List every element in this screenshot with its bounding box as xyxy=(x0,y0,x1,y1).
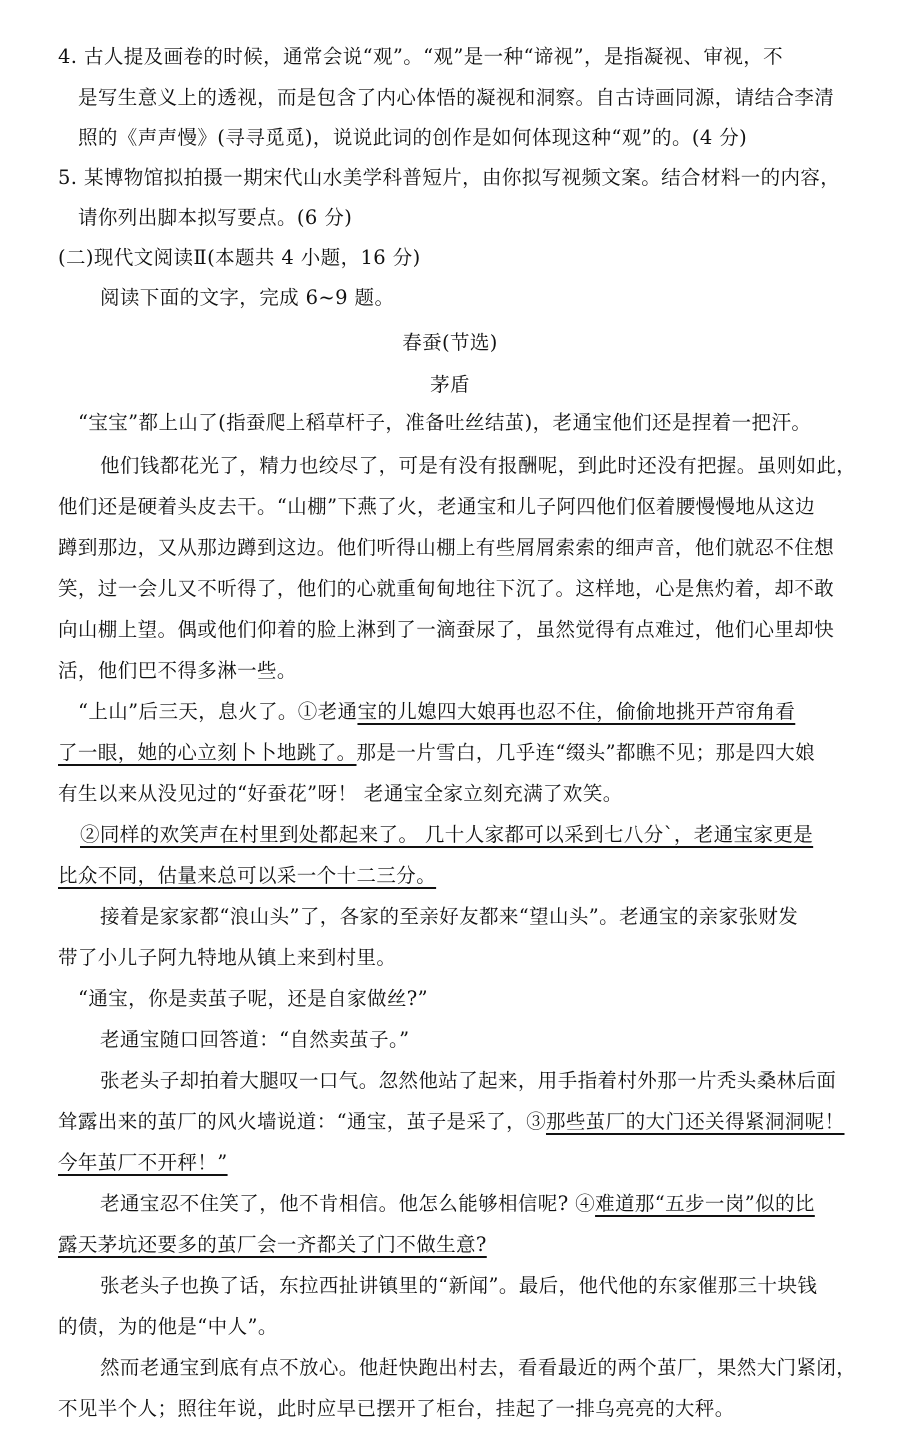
paragraph-8-line-2-text: 耸露出来的茧厂的风火墙说道：“通宝，茧子是采了，③ xyxy=(58,1110,546,1133)
paragraph-4-line-2 xyxy=(58,863,436,889)
paragraph-6: “通宝，你是卖茧子呢，还是自家做丝?” xyxy=(78,987,428,1010)
question-4-line-2: 是写生意义上的透视，而是包含了内心体悟的凝视和洞察。自古诗画同源，请结合李清 xyxy=(78,86,835,109)
question-5-line-1: 5. 某博物馆拟拍摄一期宋代山水美学科普短片，由你拟写视频文案。结合材料一的内容， xyxy=(58,166,841,189)
underlined-sentence-4-part-1: 难道那“五步一岗”似的比 xyxy=(595,1192,815,1215)
underlined-sentence-2-part-1: ②同样的欢笑声在村里到处都起来了。 几十人家都可以采到七八分`，老通宝家更是 xyxy=(80,823,814,846)
question-5-line-2: 请你列出脚本拟写要点。(6 分) xyxy=(78,206,353,229)
underlined-sentence-3-part-2: 今年茧厂不开秤！” xyxy=(58,1151,228,1174)
paragraph-2-line-5: 向山棚上望。偶或他们仰着的脸上淋到了一滴蚕尿了，虽然觉得有点难过，他们心里却快 xyxy=(58,618,835,641)
paragraph-3-line-3: 有生以来从没见过的“好蚕花”呀！ 老通宝全家立刻充满了欢笑。 xyxy=(58,782,623,805)
underlined-sentence-3-part-1: 那些茧厂的大门还关得紧洞洞呢！ xyxy=(545,1110,845,1133)
paragraph-3-line-1 xyxy=(78,699,795,725)
question-4-line-3: 照的《声声慢》(寻寻觅觅)，说说此词的创作是如何体现这种“观”的。(4 分) xyxy=(78,126,748,149)
reading-instruction: 阅读下面的文字，完成 6~9 题。 xyxy=(100,286,395,309)
paragraph-2-line-3: 蹲到那边，又从那边蹲到这边。他们听得山棚上有些屑屑索索的细声音，他们就忍不住想 xyxy=(58,536,835,559)
underlined-sentence-4-part-2: 露天茅坑还要多的茧厂会一齐都关了门不做生意? xyxy=(58,1233,487,1256)
section-heading: (二)现代文阅读Ⅱ(本题共 4 小题，16 分) xyxy=(58,246,421,269)
paragraph-10-line-1: 张老头子也换了话，东拉西扯讲镇里的“新闻”。最后，他代他的东家催那三十块钱 xyxy=(100,1274,818,1297)
paragraph-8-line-1: 张老头子却拍着大腿叹一口气。忽然他站了起来，用手指着村外那一片秃头桑林后面 xyxy=(100,1069,837,1092)
paragraph-5-line-2: 带了小儿子阿九特地从镇上来到村里。 xyxy=(58,946,397,969)
paragraph-2-line-2: 他们还是硬着头皮去干。“山棚”下燕了火，老通宝和儿子阿四他们伛着腰慢慢地从这边 xyxy=(58,495,816,518)
paragraph-4-line-1 xyxy=(80,822,813,848)
paragraph-8-line-3 xyxy=(58,1150,228,1176)
paragraph-9-line-2 xyxy=(58,1232,487,1258)
paragraph-2-line-1: 他们钱都花光了，精力也绞尽了，可是有没有报酬呢，到此时还没有把握。虽则如此， xyxy=(100,454,857,477)
question-4-line-1: 4. 古人提及画卷的时候，通常会说“观”。“观”是一种“谛视”，是指凝视、审视，不 xyxy=(58,45,784,68)
paragraph-5-line-1: 接着是家家都“浪山头”了，各家的至亲好友都来“望山头”。老通宝的亲家张财发 xyxy=(100,905,799,928)
paragraph-3-line-2-text: 那是一片雪白，几乎连“缀头”都瞧不见；那是四大娘 xyxy=(356,741,816,764)
passage-author: 茅盾 xyxy=(430,373,470,396)
paragraph-10-line-2: 的债，为的他是“中人”。 xyxy=(58,1315,278,1338)
paragraph-8-line-2 xyxy=(58,1109,845,1135)
paragraph-3-line-2 xyxy=(58,740,815,766)
paragraph-9-line-1-text: 老通宝忍不住笑了，他不肯相信。他怎么能够相信呢? ④ xyxy=(100,1192,596,1215)
paragraph-7: 老通宝随口回答道：“自然卖茧子。” xyxy=(100,1028,410,1051)
underlined-sentence-1-part-1: 宝的儿媳四大娘再也忍不住，偷偷地挑开芦帘角看 xyxy=(357,700,796,723)
paragraph-3-line-1-text: “上山”后三天，息火了。①老通 xyxy=(78,700,358,723)
paragraph-9-line-1 xyxy=(100,1191,815,1217)
paragraph-11-line-2: 不见半个人；照往年说，此时应早已摆开了柜台，挂起了一排乌亮亮的大秤。 xyxy=(58,1397,735,1420)
paragraph-2-line-6: 活，他们巴不得多淋一些。 xyxy=(58,659,297,682)
paragraph-2-line-4: 笑，过一会儿又不听得了，他们的心就重甸甸地往下沉了。这样地，心是焦灼着，却不敢 xyxy=(58,577,835,600)
paragraph-1: “宝宝”都上山了(指蚕爬上稻草杆子，准备吐丝结茧)，老通宝他们还是捏着一把汗。 xyxy=(78,411,812,434)
underlined-sentence-1-part-2: 了一眼，她的心立刻卜卜地跳了。 xyxy=(58,741,357,764)
passage-title: 春蚕(节选) xyxy=(402,331,498,354)
underlined-sentence-2-part-2: 比众不同，估量来总可以采一个十二三分。 xyxy=(58,864,437,887)
paragraph-11-line-1: 然而老通宝到底有点不放心。他赶快跑出村去，看看最近的两个茧厂，果然大门紧闭， xyxy=(100,1356,857,1379)
